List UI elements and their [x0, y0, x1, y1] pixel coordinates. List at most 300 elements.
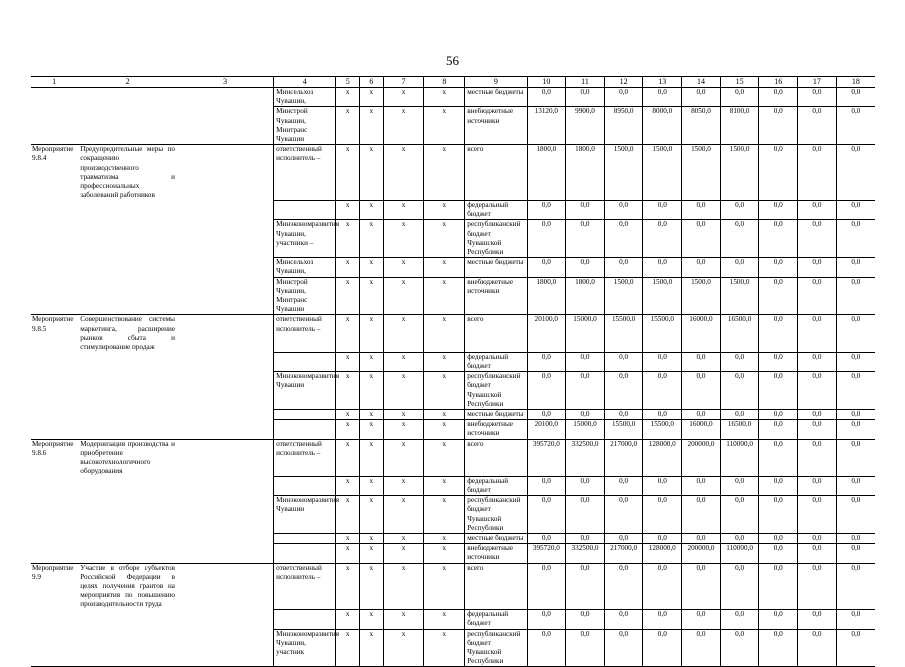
amount-cell: 15000,0 [566, 315, 605, 352]
event-code: Мероприятие 9.8.5 [31, 315, 78, 352]
code-mark: х [336, 88, 360, 107]
table-row [31, 610, 875, 629]
code-mark: х [360, 610, 384, 629]
amount-cell: 0,0 [682, 220, 721, 258]
funding-source: всего [465, 563, 527, 610]
amount-cell: 0,0 [604, 409, 643, 419]
code-mark: х [360, 277, 384, 315]
code-mark: х [336, 409, 360, 419]
amount-cell: 0,0 [759, 409, 798, 419]
column-header: 7 [383, 77, 424, 88]
event-col3 [177, 352, 274, 371]
amount-cell: 0,0 [720, 629, 759, 667]
column-header: 16 [759, 77, 798, 88]
amount-cell: 8100,0 [720, 107, 759, 145]
responsible-executor: Минэкономразвития Чувашии, участники – [274, 220, 336, 258]
code-mark: х [336, 544, 360, 563]
table-row [31, 439, 875, 476]
code-mark: х [424, 563, 465, 610]
amount-cell: 0,0 [566, 476, 605, 495]
table-row [31, 145, 875, 201]
code-mark: х [424, 107, 465, 145]
amount-cell: 217000,0 [604, 439, 643, 476]
funding-source: федеральный бюджет [465, 200, 527, 219]
event-col3 [177, 534, 274, 544]
column-header: 10 [527, 77, 566, 88]
amount-cell: 20100,0 [527, 420, 566, 439]
table-row [31, 476, 875, 495]
column-header: 1 [31, 77, 78, 88]
amount-cell: 1500,0 [720, 145, 759, 201]
table-row [31, 372, 875, 410]
amount-cell: 0,0 [759, 352, 798, 371]
amount-cell: 0,0 [720, 563, 759, 610]
event-code [31, 200, 78, 219]
event-col3 [177, 107, 274, 145]
event-code [31, 107, 78, 145]
responsible-executor: Минэкономразвития Чувашии, участник [274, 629, 336, 667]
amount-cell: 9900,0 [566, 107, 605, 145]
amount-cell: 0,0 [604, 372, 643, 410]
amount-cell: 1800,0 [527, 145, 566, 201]
table-row [31, 409, 875, 419]
responsible-executor: Минсельхоз Чувашии, [274, 88, 336, 107]
code-mark: х [383, 88, 424, 107]
funding-source: республиканский бюджет Чувашской Республики [465, 629, 527, 667]
amount-cell: 16500,0 [720, 420, 759, 439]
code-mark: х [336, 476, 360, 495]
amount-cell: 0,0 [682, 610, 721, 629]
amount-cell: 0,0 [836, 258, 875, 277]
code-mark: х [360, 315, 384, 352]
code-mark: х [383, 352, 424, 371]
amount-cell: 0,0 [643, 200, 682, 219]
code-mark: х [336, 534, 360, 544]
amount-cell: 0,0 [759, 439, 798, 476]
event-name: Модернизация производства и приобретение высокотехнологичного оборудования [80, 439, 176, 476]
amount-cell: 0,0 [643, 610, 682, 629]
funding-source: местные бюджеты [465, 409, 527, 419]
code-mark: х [383, 563, 424, 610]
amount-cell: 0,0 [759, 277, 798, 315]
code-mark: х [424, 88, 465, 107]
code-mark: х [360, 200, 384, 219]
amount-cell: 0,0 [798, 107, 837, 145]
amount-cell: 0,0 [836, 476, 875, 495]
code-mark: х [383, 610, 424, 629]
amount-cell: 0,0 [604, 610, 643, 629]
budget-table [31, 76, 875, 667]
code-mark: х [383, 476, 424, 495]
amount-cell: 0,0 [682, 563, 721, 610]
funding-source: местные бюджеты [465, 88, 527, 107]
event-col3 [177, 496, 274, 534]
event-code: Мероприятие 9.8.4 [31, 145, 78, 201]
code-mark: х [383, 420, 424, 439]
table-row [31, 544, 875, 563]
event-col3 [177, 220, 274, 258]
code-mark: х [336, 200, 360, 219]
amount-cell: 0,0 [682, 200, 721, 219]
event-name [78, 534, 177, 544]
code-mark: х [383, 409, 424, 419]
amount-cell: 0,0 [604, 534, 643, 544]
table-header-row [31, 77, 875, 88]
amount-cell: 0,0 [720, 220, 759, 258]
code-mark: х [383, 629, 424, 667]
amount-cell: 0,0 [798, 476, 837, 495]
amount-cell: 1500,0 [604, 277, 643, 315]
code-mark: х [336, 315, 360, 352]
amount-cell: 1500,0 [604, 145, 643, 201]
event-col3 [177, 629, 274, 667]
amount-cell: 0,0 [798, 372, 837, 410]
amount-cell: 0,0 [836, 220, 875, 258]
amount-cell: 0,0 [759, 107, 798, 145]
funding-source: республиканский бюджет Чувашской Республики [465, 372, 527, 410]
table-row [31, 220, 875, 258]
amount-cell: 0,0 [643, 409, 682, 419]
amount-cell: 0,0 [836, 563, 875, 610]
amount-cell: 15500,0 [643, 315, 682, 352]
code-mark: х [336, 352, 360, 371]
amount-cell: 0,0 [682, 258, 721, 277]
code-mark: х [424, 258, 465, 277]
code-mark: х [336, 372, 360, 410]
amount-cell: 0,0 [527, 409, 566, 419]
code-mark: х [424, 476, 465, 495]
amount-cell: 0,0 [643, 352, 682, 371]
amount-cell: 0,0 [759, 629, 798, 667]
amount-cell: 0,0 [798, 534, 837, 544]
amount-cell: 0,0 [527, 496, 566, 534]
amount-cell: 0,0 [836, 420, 875, 439]
funding-source: внебюджетные источники [465, 544, 527, 563]
amount-cell: 0,0 [566, 563, 605, 610]
amount-cell: 0,0 [720, 409, 759, 419]
event-code [31, 258, 78, 277]
event-name [78, 352, 177, 371]
event-code: Мероприятие 9.8.6 [31, 439, 78, 476]
amount-cell: 0,0 [798, 88, 837, 107]
event-name [78, 409, 177, 419]
code-mark: х [360, 107, 384, 145]
table-row [31, 315, 875, 352]
responsible-executor [274, 420, 336, 439]
amount-cell: 0,0 [798, 258, 837, 277]
event-code [31, 88, 78, 107]
event-col3 [177, 476, 274, 495]
amount-cell: 0,0 [682, 372, 721, 410]
table-row [31, 420, 875, 439]
amount-cell: 0,0 [798, 610, 837, 629]
column-header: 17 [798, 77, 837, 88]
amount-cell: 0,0 [759, 258, 798, 277]
code-mark: х [424, 372, 465, 410]
funding-source: республиканский бюджет Чувашской Республики [465, 496, 527, 534]
responsible-executor [274, 610, 336, 629]
event-name [78, 220, 177, 258]
amount-cell: 13120,0 [527, 107, 566, 145]
code-mark: х [336, 610, 360, 629]
amount-cell: 0,0 [798, 220, 837, 258]
funding-source: федеральный бюджет [465, 610, 527, 629]
code-mark: х [424, 610, 465, 629]
code-mark: х [424, 534, 465, 544]
amount-cell: 0,0 [720, 88, 759, 107]
column-header: 9 [465, 77, 527, 88]
event-code [31, 610, 78, 629]
code-mark: х [424, 420, 465, 439]
table-row [31, 107, 875, 145]
funding-source: федеральный бюджет [465, 352, 527, 371]
responsible-executor: Минсельхоз Чувашии, [274, 258, 336, 277]
amount-cell: 0,0 [566, 409, 605, 419]
amount-cell: 0,0 [720, 496, 759, 534]
event-code [31, 496, 78, 534]
amount-cell: 1800,0 [527, 277, 566, 315]
amount-cell: 0,0 [759, 372, 798, 410]
code-mark: х [360, 563, 384, 610]
code-mark: х [360, 629, 384, 667]
code-mark: х [383, 496, 424, 534]
code-mark: х [424, 496, 465, 534]
event-code [31, 220, 78, 258]
amount-cell: 0,0 [759, 145, 798, 201]
code-mark: х [383, 534, 424, 544]
table-row [31, 258, 875, 277]
amount-cell: 16000,0 [682, 420, 721, 439]
event-col3 [177, 420, 274, 439]
table-row [31, 563, 875, 610]
amount-cell: 1800,0 [566, 277, 605, 315]
code-mark: х [383, 544, 424, 563]
event-name [78, 476, 177, 495]
code-mark: х [360, 258, 384, 277]
amount-cell: 0,0 [759, 496, 798, 534]
amount-cell: 0,0 [759, 544, 798, 563]
amount-cell: 0,0 [566, 534, 605, 544]
event-name [78, 496, 177, 534]
amount-cell: 0,0 [759, 610, 798, 629]
amount-cell: 332500,0 [566, 544, 605, 563]
amount-cell: 0,0 [566, 88, 605, 107]
event-name: Предупредительные меры по сокращению производственного травматизма и профессиональных заболеваний работников [80, 145, 176, 200]
event-col3 [177, 258, 274, 277]
event-code [31, 544, 78, 563]
amount-cell: 0,0 [643, 496, 682, 534]
code-mark: х [383, 277, 424, 315]
code-mark: х [424, 439, 465, 476]
amount-cell: 0,0 [759, 563, 798, 610]
amount-cell: 16500,0 [720, 315, 759, 352]
amount-cell: 0,0 [798, 200, 837, 219]
amount-cell: 110000,0 [720, 544, 759, 563]
amount-cell: 332500,0 [566, 439, 605, 476]
amount-cell: 0,0 [836, 88, 875, 107]
amount-cell: 0,0 [566, 372, 605, 410]
amount-cell: 0,0 [720, 476, 759, 495]
amount-cell: 0,0 [604, 88, 643, 107]
amount-cell: 8000,0 [643, 107, 682, 145]
amount-cell: 0,0 [759, 534, 798, 544]
amount-cell: 0,0 [566, 352, 605, 371]
event-col3 [177, 544, 274, 563]
column-header: 15 [720, 77, 759, 88]
table-row [31, 200, 875, 219]
amount-cell: 0,0 [836, 315, 875, 352]
amount-cell: 0,0 [682, 629, 721, 667]
code-mark: х [424, 145, 465, 201]
amount-cell: 0,0 [604, 220, 643, 258]
amount-cell: 0,0 [643, 563, 682, 610]
amount-cell: 0,0 [527, 610, 566, 629]
amount-cell: 0,0 [798, 420, 837, 439]
column-header: 11 [566, 77, 605, 88]
amount-cell: 0,0 [566, 258, 605, 277]
code-mark: х [336, 563, 360, 610]
code-mark: х [424, 200, 465, 219]
amount-cell: 0,0 [527, 220, 566, 258]
event-col3 [177, 409, 274, 419]
amount-cell: 0,0 [720, 258, 759, 277]
code-mark: х [360, 352, 384, 371]
amount-cell: 0,0 [527, 476, 566, 495]
code-mark: х [424, 352, 465, 371]
code-mark: х [360, 220, 384, 258]
column-header: 6 [360, 77, 384, 88]
event-name [78, 258, 177, 277]
event-code [31, 352, 78, 371]
code-mark: х [424, 409, 465, 419]
event-name [78, 88, 177, 107]
amount-cell: 0,0 [643, 476, 682, 495]
column-header: 5 [336, 77, 360, 88]
code-mark: х [336, 439, 360, 476]
amount-cell: 128000,0 [643, 439, 682, 476]
event-name: Совершенствование системы маркетинга, расширение рынков сбыта и стимулирование продаж [80, 315, 176, 351]
code-mark: х [424, 315, 465, 352]
code-mark: х [336, 420, 360, 439]
amount-cell: 0,0 [798, 352, 837, 371]
code-mark: х [336, 145, 360, 201]
amount-cell: 0,0 [720, 610, 759, 629]
amount-cell: 15500,0 [643, 420, 682, 439]
amount-cell: 395720,0 [527, 544, 566, 563]
event-col3 [177, 277, 274, 315]
amount-cell: 0,0 [798, 409, 837, 419]
code-mark: х [383, 220, 424, 258]
event-col3 [177, 610, 274, 629]
table-row [31, 88, 875, 107]
column-header: 12 [604, 77, 643, 88]
funding-source: федеральный бюджет [465, 476, 527, 495]
amount-cell: 0,0 [836, 629, 875, 667]
table-row [31, 277, 875, 315]
amount-cell: 0,0 [798, 629, 837, 667]
code-mark: х [424, 544, 465, 563]
funding-source: республиканский бюджет Чувашской Республики [465, 220, 527, 258]
amount-cell: 15000,0 [566, 420, 605, 439]
amount-cell: 1500,0 [682, 277, 721, 315]
code-mark: х [336, 277, 360, 315]
amount-cell: 0,0 [798, 563, 837, 610]
event-col3 [177, 145, 274, 201]
event-name [78, 610, 177, 629]
amount-cell: 0,0 [836, 409, 875, 419]
amount-cell: 0,0 [604, 563, 643, 610]
event-col3 [177, 200, 274, 219]
column-header: 4 [274, 77, 336, 88]
event-code [31, 420, 78, 439]
amount-cell: 20100,0 [527, 315, 566, 352]
amount-cell: 16000,0 [682, 315, 721, 352]
amount-cell: 0,0 [798, 145, 837, 201]
code-mark: х [424, 629, 465, 667]
amount-cell: 0,0 [836, 534, 875, 544]
amount-cell: 0,0 [798, 439, 837, 476]
amount-cell: 217000,0 [604, 544, 643, 563]
amount-cell: 0,0 [759, 88, 798, 107]
event-col3 [177, 563, 274, 610]
column-header: 3 [177, 77, 274, 88]
event-name [78, 544, 177, 563]
amount-cell: 0,0 [566, 610, 605, 629]
column-header: 13 [643, 77, 682, 88]
event-col3 [177, 372, 274, 410]
amount-cell: 0,0 [798, 496, 837, 534]
table-row [31, 534, 875, 544]
amount-cell: 8950,0 [604, 107, 643, 145]
event-code [31, 372, 78, 410]
amount-cell: 1800,0 [566, 145, 605, 201]
event-name [78, 420, 177, 439]
amount-cell: 0,0 [759, 315, 798, 352]
amount-cell: 200000,0 [682, 439, 721, 476]
column-header: 8 [424, 77, 465, 88]
amount-cell: 15500,0 [604, 315, 643, 352]
amount-cell: 1500,0 [720, 277, 759, 315]
code-mark: х [360, 372, 384, 410]
amount-cell: 0,0 [566, 496, 605, 534]
amount-cell: 0,0 [836, 145, 875, 201]
amount-cell: 0,0 [682, 409, 721, 419]
responsible-executor: ответственный исполнитель – [274, 145, 336, 201]
code-mark: х [336, 220, 360, 258]
funding-source: всего [465, 145, 527, 201]
responsible-executor [274, 200, 336, 219]
event-name: Участие в отборе субъектов Российской Федерации в целях получения грантов на мероприятия по повышению производительности труда [80, 563, 176, 609]
event-code [31, 277, 78, 315]
amount-cell: 0,0 [836, 352, 875, 371]
responsible-executor: ответственный исполнитель – [274, 315, 336, 352]
code-mark: х [360, 409, 384, 419]
amount-cell: 0,0 [643, 220, 682, 258]
responsible-executor: ответственный исполнитель – [274, 563, 336, 610]
amount-cell: 15500,0 [604, 420, 643, 439]
amount-cell: 1500,0 [682, 145, 721, 201]
amount-cell: 0,0 [720, 372, 759, 410]
code-mark: х [383, 145, 424, 201]
event-name [78, 277, 177, 315]
amount-cell: 0,0 [720, 200, 759, 219]
amount-cell: 0,0 [604, 258, 643, 277]
code-mark: х [336, 629, 360, 667]
responsible-executor: Минстрой Чувашии, Минтранс Чувашии [274, 107, 336, 145]
responsible-executor [274, 409, 336, 419]
amount-cell: 128000,0 [643, 544, 682, 563]
amount-cell: 1500,0 [643, 277, 682, 315]
